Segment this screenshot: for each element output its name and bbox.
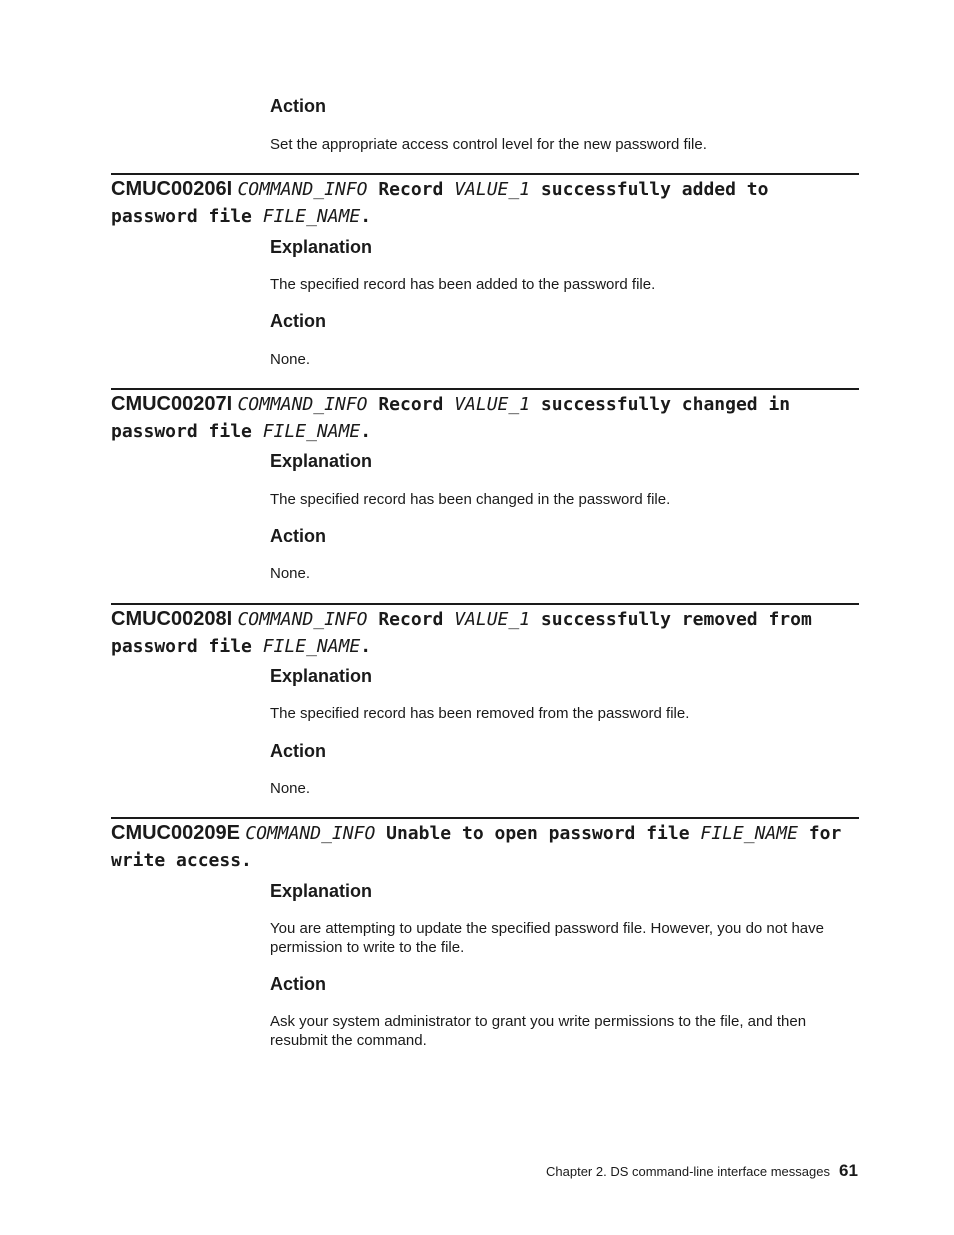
message-title-line1 (237, 609, 811, 630)
section-divider (111, 603, 859, 605)
message-title (111, 606, 871, 660)
title-variable: FILE_NAME (262, 206, 361, 227)
intro-action-section (270, 95, 860, 117)
explanation-block (270, 236, 860, 258)
title-text: . (360, 421, 372, 442)
action-text-wrap (270, 1012, 860, 1050)
message-title-line2 (111, 421, 371, 442)
explanation-text-wrap (270, 919, 860, 957)
section-divider (111, 817, 859, 819)
section-divider (111, 388, 859, 390)
explanation-text: The specified record has been changed in the password file. (270, 491, 671, 508)
explanation-block (270, 665, 860, 687)
title-text: successfully removed from (530, 609, 812, 630)
title-variable: COMMAND_INFO (237, 609, 368, 630)
action-heading: Action (270, 311, 326, 331)
action-text-line: Ask your system administrator to grant you write permissions to the file, and then (270, 1013, 807, 1030)
message-title (111, 391, 871, 445)
title-variable: FILE_NAME (262, 421, 361, 442)
explanation-text-line: permission to write to the file. (270, 939, 465, 956)
message-id: CMUC00209E (111, 822, 240, 844)
explanation-heading: Explanation (270, 666, 373, 686)
action-text: Set the appropriate access control level for the new password file. (270, 136, 707, 153)
section-divider (111, 173, 859, 175)
message-title (111, 820, 871, 874)
title-text: password file (111, 421, 263, 442)
explanation-text: The specified record has been removed from the password file. (270, 705, 690, 722)
title-variable: COMMAND_INFO (237, 179, 368, 200)
action-block (270, 525, 860, 547)
title-text: . (360, 636, 372, 657)
message-id: CMUC00208I (111, 608, 233, 630)
title-text: password file (111, 636, 263, 657)
action-text: None. (270, 565, 311, 582)
intro-action-text-wrap (270, 135, 860, 154)
explanation-text-line: You are attempting to update the specified password file. However, you do not have (270, 920, 824, 937)
explanation-heading: Explanation (270, 881, 373, 901)
title-text: Record (367, 394, 455, 415)
title-text: Record (367, 609, 455, 630)
action-heading: Action (270, 526, 326, 546)
title-text: password file (111, 206, 263, 227)
message-id: CMUC00206I (111, 178, 233, 200)
title-text: . (360, 206, 372, 227)
title-text: successfully changed in (530, 394, 791, 415)
title-text: Record (367, 179, 455, 200)
explanation-text-wrap (270, 490, 860, 509)
page-number: 61 (839, 1161, 858, 1180)
title-variable: VALUE_1 (454, 394, 531, 415)
explanation-text: The specified record has been added to the password file. (270, 276, 656, 293)
action-text-wrap (270, 564, 860, 583)
explanation-text-wrap (270, 704, 860, 723)
explanation-heading: Explanation (270, 451, 373, 471)
title-text: successfully added to (530, 179, 769, 200)
title-variable: VALUE_1 (454, 609, 531, 630)
title-text: write access. (111, 850, 252, 871)
action-text: None. (270, 780, 311, 797)
title-variable: COMMAND_INFO (245, 823, 376, 844)
action-block (270, 740, 860, 762)
action-text-wrap (270, 779, 860, 798)
message-title-line2 (111, 636, 371, 657)
message-id: CMUC00207I (111, 393, 233, 415)
explanation-heading: Explanation (270, 237, 373, 257)
title-text: for (797, 823, 842, 844)
explanation-text-wrap (270, 275, 860, 294)
message-title-line1 (237, 179, 768, 200)
explanation-block (270, 450, 860, 472)
message-title-line1 (237, 394, 790, 415)
title-variable: FILE_NAME (700, 823, 798, 844)
title-variable: FILE_NAME (262, 636, 361, 657)
title-variable: COMMAND_INFO (237, 394, 368, 415)
title-variable: VALUE_1 (454, 179, 531, 200)
action-heading: Action (270, 96, 326, 116)
action-text: None. (270, 351, 311, 368)
action-heading: Action (270, 741, 326, 761)
action-block (270, 310, 860, 332)
message-title-line2 (111, 850, 252, 871)
action-heading: Action (270, 974, 326, 994)
message-title-line2 (111, 206, 371, 227)
action-block (270, 973, 860, 995)
explanation-block (270, 880, 860, 902)
action-text-line: resubmit the command. (270, 1032, 427, 1049)
message-title-line1 (245, 823, 841, 844)
title-text: Unable to open password file (375, 823, 701, 844)
footer-chapter: Chapter 2. DS command-line interface messages (546, 1164, 830, 1179)
message-title (111, 176, 871, 230)
action-text-wrap (270, 350, 860, 369)
